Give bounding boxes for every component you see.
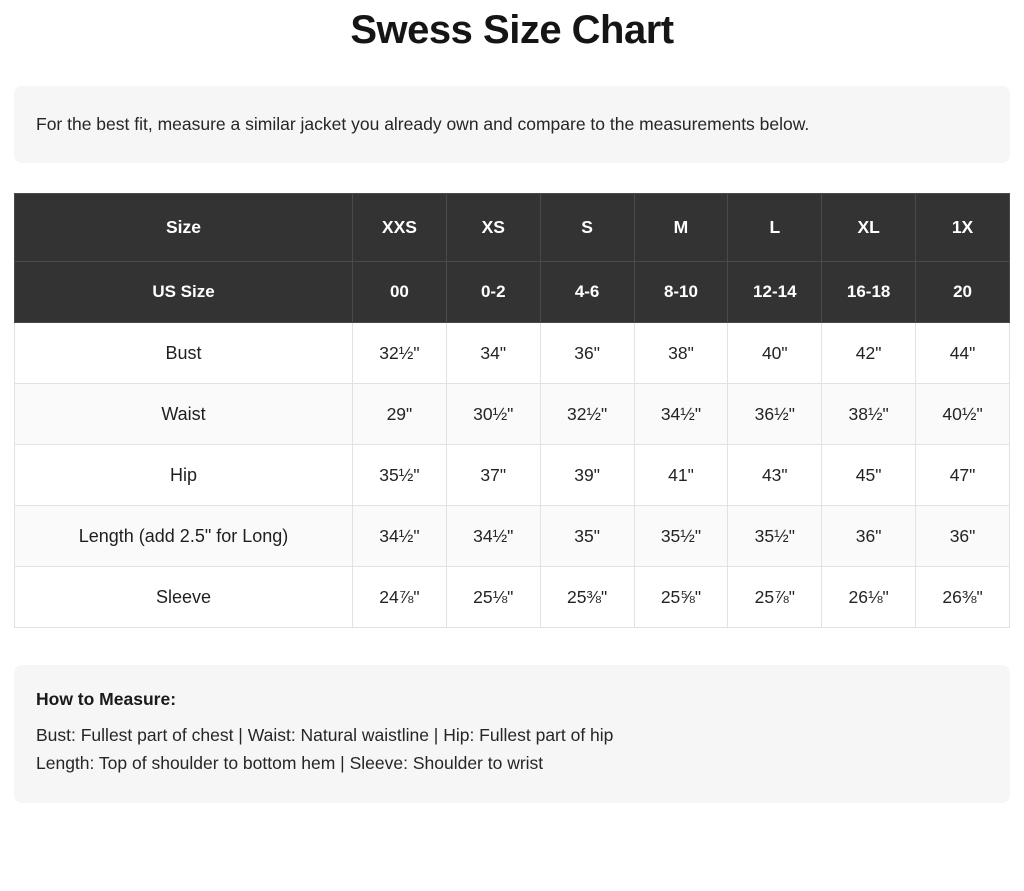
header-size-l: L bbox=[728, 194, 822, 262]
how-to-measure-title: How to Measure: bbox=[36, 689, 177, 710]
cell-length-m: 35½" bbox=[634, 506, 728, 567]
header-us-size-l: 12-14 bbox=[728, 262, 822, 323]
header-us-size-s: 4-6 bbox=[540, 262, 634, 323]
row-label-length: Length (add 2.5" for Long) bbox=[15, 506, 353, 567]
cell-waist-m: 34½" bbox=[634, 384, 728, 445]
cell-length-1x: 36" bbox=[916, 506, 1010, 567]
cell-hip-s: 39" bbox=[540, 445, 634, 506]
cell-length-s: 35" bbox=[540, 506, 634, 567]
row-label-hip: Hip bbox=[15, 445, 353, 506]
cell-waist-1x: 40½" bbox=[916, 384, 1010, 445]
table-row bbox=[15, 567, 1010, 628]
cell-hip-xl: 45" bbox=[822, 445, 916, 506]
cell-bust-l: 40" bbox=[728, 323, 822, 384]
fit-note-text: For the best fit, measure a similar jacket you already own and compare to the measurements below. bbox=[36, 114, 810, 134]
table-row bbox=[15, 506, 1010, 567]
cell-bust-xl: 42" bbox=[822, 323, 916, 384]
header-us-size-m: 8-10 bbox=[634, 262, 728, 323]
header-size-xs: XS bbox=[446, 194, 540, 262]
cell-sleeve-xxs: 24⅞" bbox=[353, 567, 447, 628]
row-label-bust: Bust bbox=[15, 323, 353, 384]
cell-sleeve-l: 25⅞" bbox=[728, 567, 822, 628]
cell-bust-s: 36" bbox=[540, 323, 634, 384]
header-size-xxs: XXS bbox=[353, 194, 447, 262]
row-label-waist: Waist bbox=[15, 384, 353, 445]
header-row-us-size bbox=[15, 262, 1010, 323]
cell-length-l: 35½" bbox=[728, 506, 822, 567]
header-size-s: S bbox=[540, 194, 634, 262]
cell-waist-xxs: 29" bbox=[353, 384, 447, 445]
header-label-size: Size bbox=[15, 194, 353, 262]
header-us-size-xxs: 00 bbox=[353, 262, 447, 323]
page-title: Swess Size Chart bbox=[350, 8, 674, 52]
how-to-measure-line-1: Bust: Fullest part of chest | Waist: Natural waistline | Hip: Fullest part of hip bbox=[36, 725, 614, 746]
header-us-size-xl: 16-18 bbox=[822, 262, 916, 323]
row-label-sleeve: Sleeve bbox=[15, 567, 353, 628]
how-to-measure-line-2: Length: Top of shoulder to bottom hem | Sleeve: Shoulder to wrist bbox=[36, 752, 544, 773]
cell-bust-1x: 44" bbox=[916, 323, 1010, 384]
cell-hip-l: 43" bbox=[728, 445, 822, 506]
header-us-size-xs: 0-2 bbox=[446, 262, 540, 323]
header-row-size bbox=[15, 194, 1010, 262]
cell-length-xs: 34½" bbox=[446, 506, 540, 567]
table-row bbox=[15, 384, 1010, 445]
cell-waist-xl: 38½" bbox=[822, 384, 916, 445]
cell-sleeve-1x: 26⅜" bbox=[916, 567, 1010, 628]
cell-length-xxs: 34½" bbox=[353, 506, 447, 567]
table-row bbox=[15, 323, 1010, 384]
cell-bust-m: 38" bbox=[634, 323, 728, 384]
cell-sleeve-xs: 25⅛" bbox=[446, 567, 540, 628]
cell-sleeve-s: 25⅜" bbox=[540, 567, 634, 628]
how-to-measure-box bbox=[14, 665, 1010, 802]
table-body bbox=[15, 323, 1010, 628]
cell-waist-xs: 30½" bbox=[446, 384, 540, 445]
table-header bbox=[15, 194, 1010, 323]
cell-hip-xs: 37" bbox=[446, 445, 540, 506]
fit-note-box bbox=[14, 86, 1010, 163]
cell-bust-xxs: 32½" bbox=[353, 323, 447, 384]
header-label-us-size: US Size bbox=[15, 262, 353, 323]
cell-waist-s: 32½" bbox=[540, 384, 634, 445]
cell-bust-xs: 34" bbox=[446, 323, 540, 384]
size-chart-table bbox=[14, 193, 1010, 628]
header-size-m: M bbox=[634, 194, 728, 262]
header-size-xl: XL bbox=[822, 194, 916, 262]
cell-hip-xxs: 35½" bbox=[353, 445, 447, 506]
cell-hip-1x: 47" bbox=[916, 445, 1010, 506]
cell-waist-l: 36½" bbox=[728, 384, 822, 445]
cell-hip-m: 41" bbox=[634, 445, 728, 506]
header-size-1x: 1X bbox=[916, 194, 1010, 262]
cell-sleeve-m: 25⅝" bbox=[634, 567, 728, 628]
cell-sleeve-xl: 26⅛" bbox=[822, 567, 916, 628]
header-us-size-1x: 20 bbox=[916, 262, 1010, 323]
table-row bbox=[15, 445, 1010, 506]
cell-length-xl: 36" bbox=[822, 506, 916, 567]
